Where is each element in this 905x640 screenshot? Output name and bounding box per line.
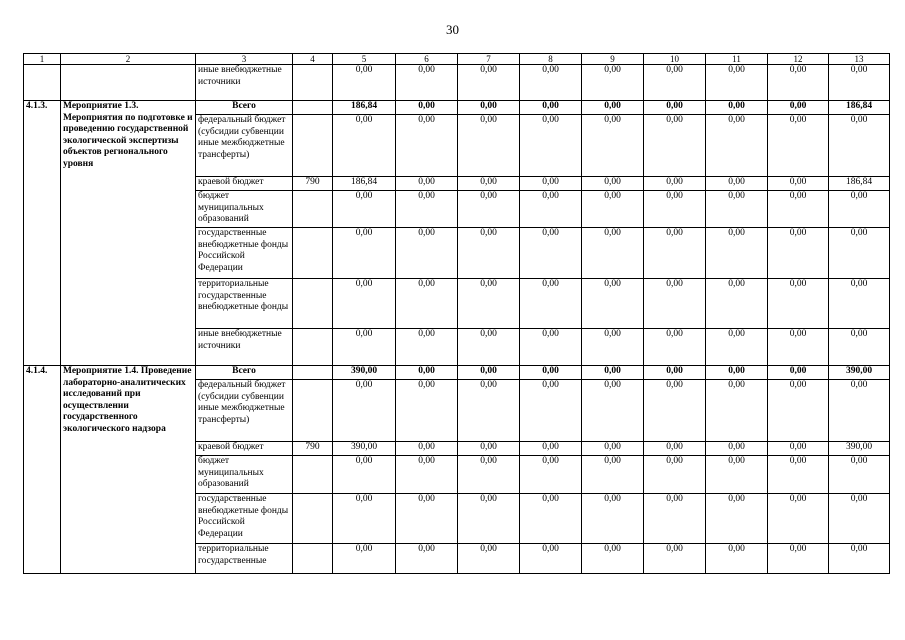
value-cell: 0,00: [768, 442, 829, 456]
budget-code: 790: [293, 177, 333, 191]
value-cell: 0,00: [520, 115, 582, 177]
value-cell: 0,00: [458, 279, 520, 329]
value-cell: 0,00: [706, 191, 768, 228]
value-cell: 0,00: [458, 442, 520, 456]
value-cell: 0,00: [768, 279, 829, 329]
measure-name: Мероприятие 1.4. Проведение лабораторно-аналитических исследований при осуществлении государственного экологического надзора: [61, 366, 196, 574]
value-cell: 0,00: [644, 494, 706, 544]
value-cell: 0,00: [520, 65, 582, 101]
value-cell: 0,00: [520, 494, 582, 544]
funding-source: федеральный бюджет (субсидии субвенции иные межбюджетные трансферты): [196, 115, 293, 177]
value-cell: 0,00: [706, 65, 768, 101]
value-cell: 0,00: [458, 228, 520, 279]
value-cell: 186,84: [333, 177, 396, 191]
value-cell: 0,00: [829, 494, 890, 544]
total-value-cell: 0,00: [644, 366, 706, 380]
funding-source: иные внебюджетные источники: [196, 65, 293, 101]
value-cell: 0,00: [644, 544, 706, 574]
funding-source: краевой бюджет: [196, 442, 293, 456]
value-cell: 0,00: [333, 65, 396, 101]
measure-name-cell: [61, 65, 196, 101]
funding-source: государственные внебюджетные фонды Российской Федерации: [196, 494, 293, 544]
budget-code: [293, 329, 333, 366]
value-cell: 0,00: [706, 329, 768, 366]
column-header: 9: [582, 54, 644, 65]
value-cell: 0,00: [333, 329, 396, 366]
value-cell: 0,00: [768, 456, 829, 494]
column-header: 2: [61, 54, 196, 65]
value-cell: 0,00: [396, 177, 458, 191]
value-cell: 0,00: [520, 456, 582, 494]
value-cell: 0,00: [582, 177, 644, 191]
column-header: 12: [768, 54, 829, 65]
value-cell: 0,00: [396, 456, 458, 494]
budget-code: [293, 380, 333, 442]
total-row: [24, 366, 890, 380]
column-header: 13: [829, 54, 890, 65]
measure-name: Мероприятие 1.3. Мероприятия по подготовке и проведению государственной экологической экспертизы объектов регионального уровня: [61, 101, 196, 366]
total-value-cell: 0,00: [396, 366, 458, 380]
value-cell: 0,00: [768, 191, 829, 228]
value-cell: 186,84: [829, 177, 890, 191]
value-cell: 0,00: [582, 329, 644, 366]
value-cell: 0,00: [582, 228, 644, 279]
value-cell: 0,00: [396, 442, 458, 456]
value-cell: 0,00: [644, 329, 706, 366]
total-value-cell: 0,00: [706, 101, 768, 115]
measure-number-cell: [24, 65, 61, 101]
value-cell: 0,00: [706, 494, 768, 544]
total-value-cell: 0,00: [458, 101, 520, 115]
value-cell: 0,00: [520, 442, 582, 456]
value-cell: 0,00: [458, 494, 520, 544]
budget-code: [293, 65, 333, 101]
value-cell: 0,00: [458, 544, 520, 574]
value-cell: 0,00: [706, 115, 768, 177]
value-cell: 0,00: [458, 177, 520, 191]
value-cell: 0,00: [333, 380, 396, 442]
value-cell: 0,00: [520, 228, 582, 279]
value-cell: 0,00: [582, 115, 644, 177]
value-cell: 0,00: [582, 191, 644, 228]
value-cell: 0,00: [333, 544, 396, 574]
funding-source: территориальные государственные внебюджетные фонды: [196, 279, 293, 329]
value-cell: 0,00: [768, 115, 829, 177]
value-cell: 0,00: [582, 65, 644, 101]
value-cell: 0,00: [644, 228, 706, 279]
value-cell: 0,00: [582, 442, 644, 456]
value-cell: 0,00: [458, 115, 520, 177]
value-cell: 0,00: [644, 115, 706, 177]
value-cell: 0,00: [706, 442, 768, 456]
value-cell: 0,00: [520, 279, 582, 329]
column-number-row: [24, 54, 890, 65]
funding-source: краевой бюджет: [196, 177, 293, 191]
budget-code: [293, 279, 333, 329]
value-cell: 0,00: [706, 177, 768, 191]
page-number: 30: [446, 22, 459, 37]
total-value-cell: 390,00: [333, 366, 396, 380]
value-cell: 0,00: [829, 228, 890, 279]
funding-source: федеральный бюджет (субсидии субвенции иные межбюджетные трансферты): [196, 380, 293, 442]
value-cell: 0,00: [768, 494, 829, 544]
funding-source: бюджет муниципальных образований: [196, 191, 293, 228]
value-cell: 0,00: [644, 65, 706, 101]
total-label: Всего: [196, 101, 293, 115]
value-cell: 0,00: [829, 115, 890, 177]
budget-code: [293, 366, 333, 380]
value-cell: 0,00: [582, 494, 644, 544]
funding-source: бюджет муниципальных образований: [196, 456, 293, 494]
value-cell: 0,00: [829, 279, 890, 329]
value-cell: 0,00: [829, 65, 890, 101]
value-cell: 0,00: [333, 115, 396, 177]
value-cell: 0,00: [458, 191, 520, 228]
value-cell: 0,00: [520, 177, 582, 191]
value-cell: 0,00: [333, 228, 396, 279]
budget-code: [293, 456, 333, 494]
total-value-cell: 0,00: [768, 366, 829, 380]
value-cell: 0,00: [706, 228, 768, 279]
value-cell: 0,00: [768, 380, 829, 442]
value-cell: 0,00: [520, 191, 582, 228]
value-cell: 0,00: [333, 279, 396, 329]
value-cell: 0,00: [582, 279, 644, 329]
total-value-cell: 0,00: [458, 366, 520, 380]
budget-code: 790: [293, 442, 333, 456]
budget-code: [293, 228, 333, 279]
value-cell: 0,00: [396, 228, 458, 279]
value-cell: 0,00: [768, 177, 829, 191]
value-cell: 0,00: [582, 380, 644, 442]
value-cell: 0,00: [706, 380, 768, 442]
value-cell: 0,00: [520, 380, 582, 442]
value-cell: 0,00: [396, 115, 458, 177]
table-body: [24, 54, 890, 574]
value-cell: 0,00: [396, 329, 458, 366]
budget-code: [293, 115, 333, 177]
total-value-cell: 0,00: [582, 101, 644, 115]
value-cell: 0,00: [829, 456, 890, 494]
budget-code: [293, 544, 333, 574]
budget-code: [293, 191, 333, 228]
total-value-cell: 0,00: [644, 101, 706, 115]
measure-number: 4.1.4.: [24, 366, 61, 574]
budget-table: [23, 53, 890, 574]
value-cell: 0,00: [458, 65, 520, 101]
total-value-cell: 390,00: [829, 366, 890, 380]
value-cell: 0,00: [829, 380, 890, 442]
funding-source: государственные внебюджетные фонды Российской Федерации: [196, 228, 293, 279]
column-header: 1: [24, 54, 61, 65]
value-cell: 0,00: [520, 544, 582, 574]
total-value-cell: 0,00: [768, 101, 829, 115]
value-cell: 0,00: [333, 494, 396, 544]
column-header: 3: [196, 54, 293, 65]
value-cell: 0,00: [520, 329, 582, 366]
value-cell: 0,00: [768, 228, 829, 279]
total-value-cell: 186,84: [333, 101, 396, 115]
value-cell: 0,00: [396, 494, 458, 544]
table-row: [24, 65, 890, 101]
value-cell: 0,00: [644, 279, 706, 329]
column-header: 10: [644, 54, 706, 65]
column-header: 4: [293, 54, 333, 65]
value-cell: 0,00: [706, 544, 768, 574]
column-header: 5: [333, 54, 396, 65]
value-cell: 0,00: [333, 191, 396, 228]
column-header: 7: [458, 54, 520, 65]
value-cell: 0,00: [706, 279, 768, 329]
total-value-cell: 0,00: [706, 366, 768, 380]
funding-source: иные внебюджетные источники: [196, 329, 293, 366]
value-cell: 0,00: [706, 456, 768, 494]
value-cell: 0,00: [333, 456, 396, 494]
value-cell: 0,00: [396, 279, 458, 329]
total-value-cell: 0,00: [582, 366, 644, 380]
value-cell: 0,00: [396, 65, 458, 101]
value-cell: 0,00: [458, 456, 520, 494]
column-header: 11: [706, 54, 768, 65]
total-value-cell: 186,84: [829, 101, 890, 115]
value-cell: 0,00: [396, 191, 458, 228]
funding-source: территориальные государственные: [196, 544, 293, 574]
total-row: [24, 101, 890, 115]
value-cell: 0,00: [644, 380, 706, 442]
value-cell: 0,00: [644, 191, 706, 228]
value-cell: 0,00: [582, 544, 644, 574]
value-cell: 0,00: [829, 544, 890, 574]
value-cell: 0,00: [644, 442, 706, 456]
value-cell: 0,00: [644, 456, 706, 494]
value-cell: 0,00: [768, 544, 829, 574]
value-cell: 0,00: [396, 380, 458, 442]
value-cell: 0,00: [829, 329, 890, 366]
budget-code: [293, 101, 333, 115]
value-cell: 0,00: [768, 329, 829, 366]
value-cell: 0,00: [458, 329, 520, 366]
value-cell: 0,00: [829, 191, 890, 228]
column-header: 6: [396, 54, 458, 65]
total-label: Всего: [196, 366, 293, 380]
value-cell: 390,00: [829, 442, 890, 456]
value-cell: 0,00: [396, 544, 458, 574]
value-cell: 0,00: [458, 380, 520, 442]
value-cell: 0,00: [768, 65, 829, 101]
measure-number: 4.1.3.: [24, 101, 61, 366]
budget-code: [293, 494, 333, 544]
column-header: 8: [520, 54, 582, 65]
value-cell: 0,00: [644, 177, 706, 191]
total-value-cell: 0,00: [396, 101, 458, 115]
value-cell: 390,00: [333, 442, 396, 456]
value-cell: 0,00: [582, 456, 644, 494]
total-value-cell: 0,00: [520, 366, 582, 380]
total-value-cell: 0,00: [520, 101, 582, 115]
